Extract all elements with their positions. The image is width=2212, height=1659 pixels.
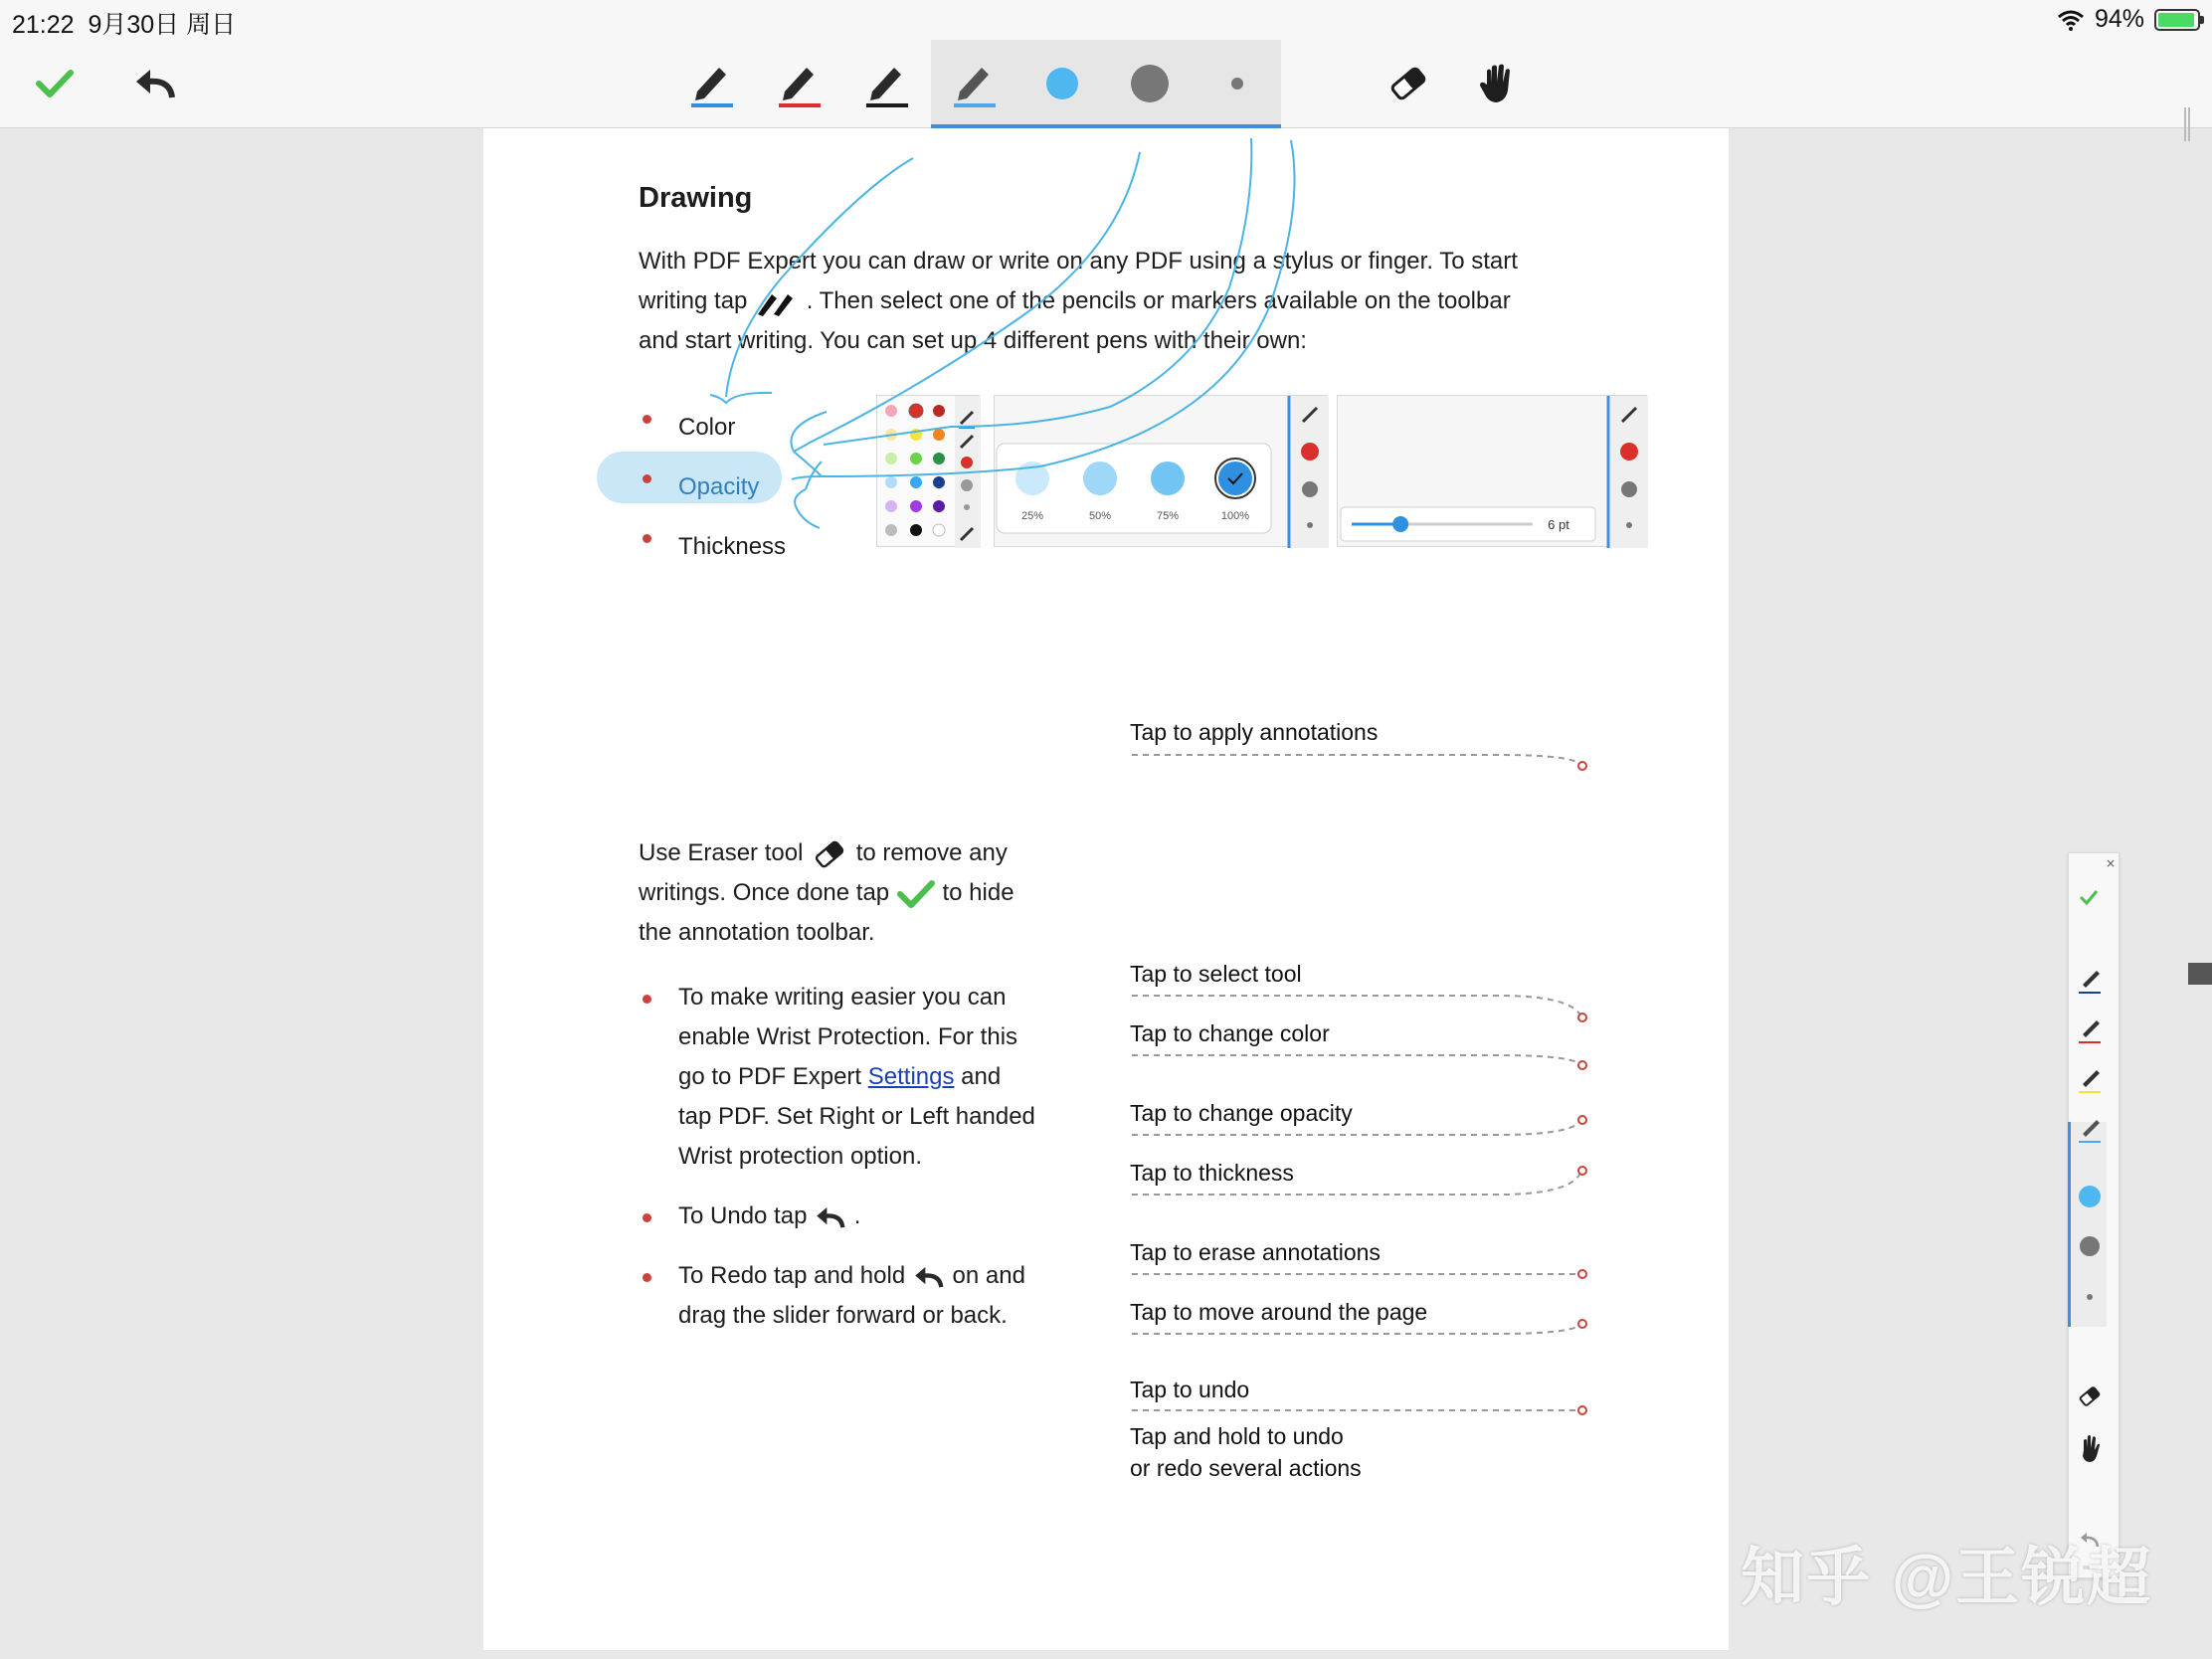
watermark: 知乎 @王锐超 (1741, 1542, 2153, 1613)
opacity-label-100: 100% (1220, 510, 1250, 522)
callout-thickness: Tap to thickness (1130, 1160, 1294, 1186)
checkmark-icon (35, 68, 75, 99)
opacity-dot-icon (1130, 64, 1170, 103)
scroll-indicator[interactable] (2188, 963, 2212, 985)
pencil-red-icon (777, 58, 823, 109)
list-item: Thickness (639, 517, 786, 577)
battery-fill (2158, 13, 2194, 27)
callout-select: Tap to select tool (1130, 961, 1302, 987)
list-item: Color (639, 398, 786, 458)
color-button[interactable] (1040, 40, 1084, 127)
side-toolbar-icons (2069, 853, 2119, 1577)
status-date: 9月30日 周日 (88, 11, 237, 39)
opacity-label-25: 25% (1020, 510, 1044, 522)
side-toolbar-illustration (2068, 852, 2120, 1578)
undo-arrow-icon (132, 66, 178, 101)
callout-undo: Tap to undo (1130, 1377, 1250, 1402)
callout-color: Tap to change color (1130, 1020, 1330, 1046)
pen-black-button[interactable] (861, 40, 913, 127)
callout-move: Tap to move around the page (1130, 1299, 1428, 1325)
toolbar-grip[interactable] (2184, 107, 2190, 141)
battery-icon (2154, 9, 2200, 31)
page-title: Drawing (639, 182, 753, 214)
callout-opacity: Tap to change opacity (1130, 1100, 1353, 1126)
opacity-button[interactable] (1128, 40, 1172, 127)
status-bar (0, 0, 2212, 40)
pencil-black-icon (864, 58, 910, 109)
thickness-value: 6 pt (1548, 517, 1569, 532)
list-item: To Undo tap . (639, 1197, 1076, 1236)
hand-button[interactable] (1472, 40, 1524, 127)
intro-line-2: writing tap . Then select one of the pencils or markers available on the toolbar (639, 281, 1633, 321)
battery-percent: 94% (2094, 5, 2144, 33)
list-item: To Redo tap and hold on and drag the slider forward or back. (639, 1256, 1076, 1336)
status-right (2057, 5, 2200, 34)
opacity-label-75: 75% (1156, 510, 1180, 522)
pencil-active-icon (952, 58, 998, 109)
intro-line-3: and start writing. You can set up 4 different pens with their own: (639, 327, 1307, 354)
wifi-icon (2057, 9, 2085, 31)
callout-hold: Tap and hold to undo or redo several actions (1130, 1423, 1362, 1481)
opacity-label-50: 50% (1088, 510, 1112, 522)
pen-blue-button[interactable] (686, 40, 738, 127)
list-item: To make writing easier you can enable Wrist Protection. For this go to PDF Expert Settings and tap PDF. Set Right or Left handed Wrist protection option. (639, 978, 1076, 1177)
eraser-icon (1386, 62, 1430, 105)
annotation-toolbar (0, 40, 2212, 128)
status-time: 21:22 9月30日 周日 (12, 11, 237, 39)
callout-apply: Tap to apply annotations (1130, 719, 1379, 745)
pen-active-button[interactable] (949, 40, 1001, 127)
callout-erase: Tap to erase annotations (1130, 1239, 1381, 1265)
done-button[interactable] (30, 40, 80, 127)
settings-link[interactable]: Settings (867, 1063, 955, 1090)
eraser-line-3: the annotation toolbar. (639, 919, 875, 946)
callout-leader-lines (483, 128, 1729, 1650)
thickness-button[interactable] (1219, 40, 1255, 127)
intro-line-1: With PDF Expert you can draw or write on any PDF using a stylus or finger. To start (639, 248, 1518, 275)
eraser-button[interactable] (1382, 40, 1434, 127)
thickness-dot-icon (1229, 76, 1245, 92)
svg-text:×: × (2106, 856, 2117, 870)
pencil-blue-icon (689, 58, 735, 109)
eraser-line-1: Use Eraser tool to remove any (639, 833, 1056, 873)
pen-red-button[interactable] (774, 40, 826, 127)
eraser-line-2: writings. Once done tap to hide (639, 873, 1056, 913)
hand-icon (1477, 61, 1519, 106)
undo-button[interactable] (127, 40, 183, 127)
list-item: Opacity (639, 458, 786, 517)
color-dot-icon (1044, 66, 1080, 101)
